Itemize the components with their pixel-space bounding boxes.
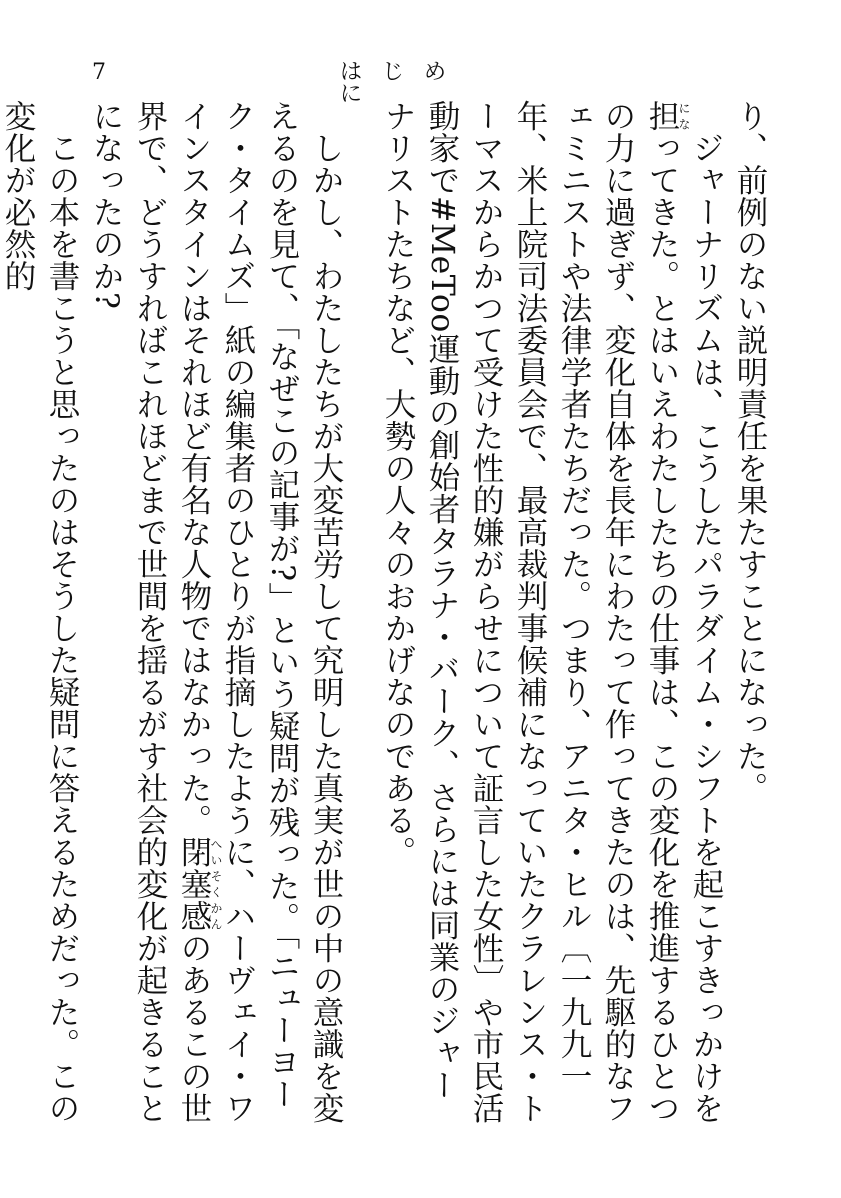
text-segment: ジャーナリズムは、こうしたパラダイム・シフトを起こすきっかけを	[688, 131, 724, 1124]
ruby-reading: にな	[677, 100, 691, 132]
ruby-reading: へいそくかん	[209, 836, 223, 932]
text-segment: り、前例のない説明責任を果たすことになった。	[732, 100, 768, 804]
text-segment: のあるこの世界で、どうすればこれほどまで世間を揺るがす社会的変化が起きることになったのか?	[88, 100, 212, 1124]
page-number: 7	[92, 60, 106, 85]
body-text	[0, 100, 772, 1125]
ruby-annotation	[176, 836, 223, 932]
paragraph-2	[376, 100, 728, 1125]
hashtag-metoo: #MeToo	[424, 196, 460, 333]
paragraph-4	[0, 100, 84, 1125]
ruby-base: 担	[644, 100, 680, 132]
text-segment: ってきた。とはいえわたしたちの仕事は、この変化を推進するひとつの力に過ぎず、変化自体を長年にわたって作ってきたのは、先駆的なフェミニストや法律学者たちだった。つまり、アニタ・ヒル〔一九九一年、米上院司法委員会で、最高裁判事候補になっていたクラレンス・トーマスからかつて受けた性的嫌がらせについて証言した女性〕や市民活動家で	[424, 100, 680, 1124]
text-segment: 運動の創始者タラナ・バーク、さらには同業のジャーナリストたちなど、大勢の人々のおかげなのである。	[380, 100, 460, 1101]
running-head: はじめに	[340, 60, 467, 107]
ruby-base: 閉塞感	[176, 836, 212, 932]
text-segment: しかし、わたしたちが大変苦労して究明した真実が世の中の意識を変えるのを見て、「なぜこの記事が?」という疑問が残った。「ニューヨーク・タイムズ」紙の編集者のひとりが指摘したように、ハーヴェイ・ワインスタインはそれほど有名な人物ではなかった。	[176, 100, 344, 1124]
ruby-annotation	[644, 100, 691, 132]
paragraph-3	[84, 100, 348, 1125]
paragraph-1	[728, 100, 772, 1125]
text-segment: この本を書こうと思ったのはそうした疑問に答えるためだった。この変化が必然的	[0, 100, 80, 1124]
